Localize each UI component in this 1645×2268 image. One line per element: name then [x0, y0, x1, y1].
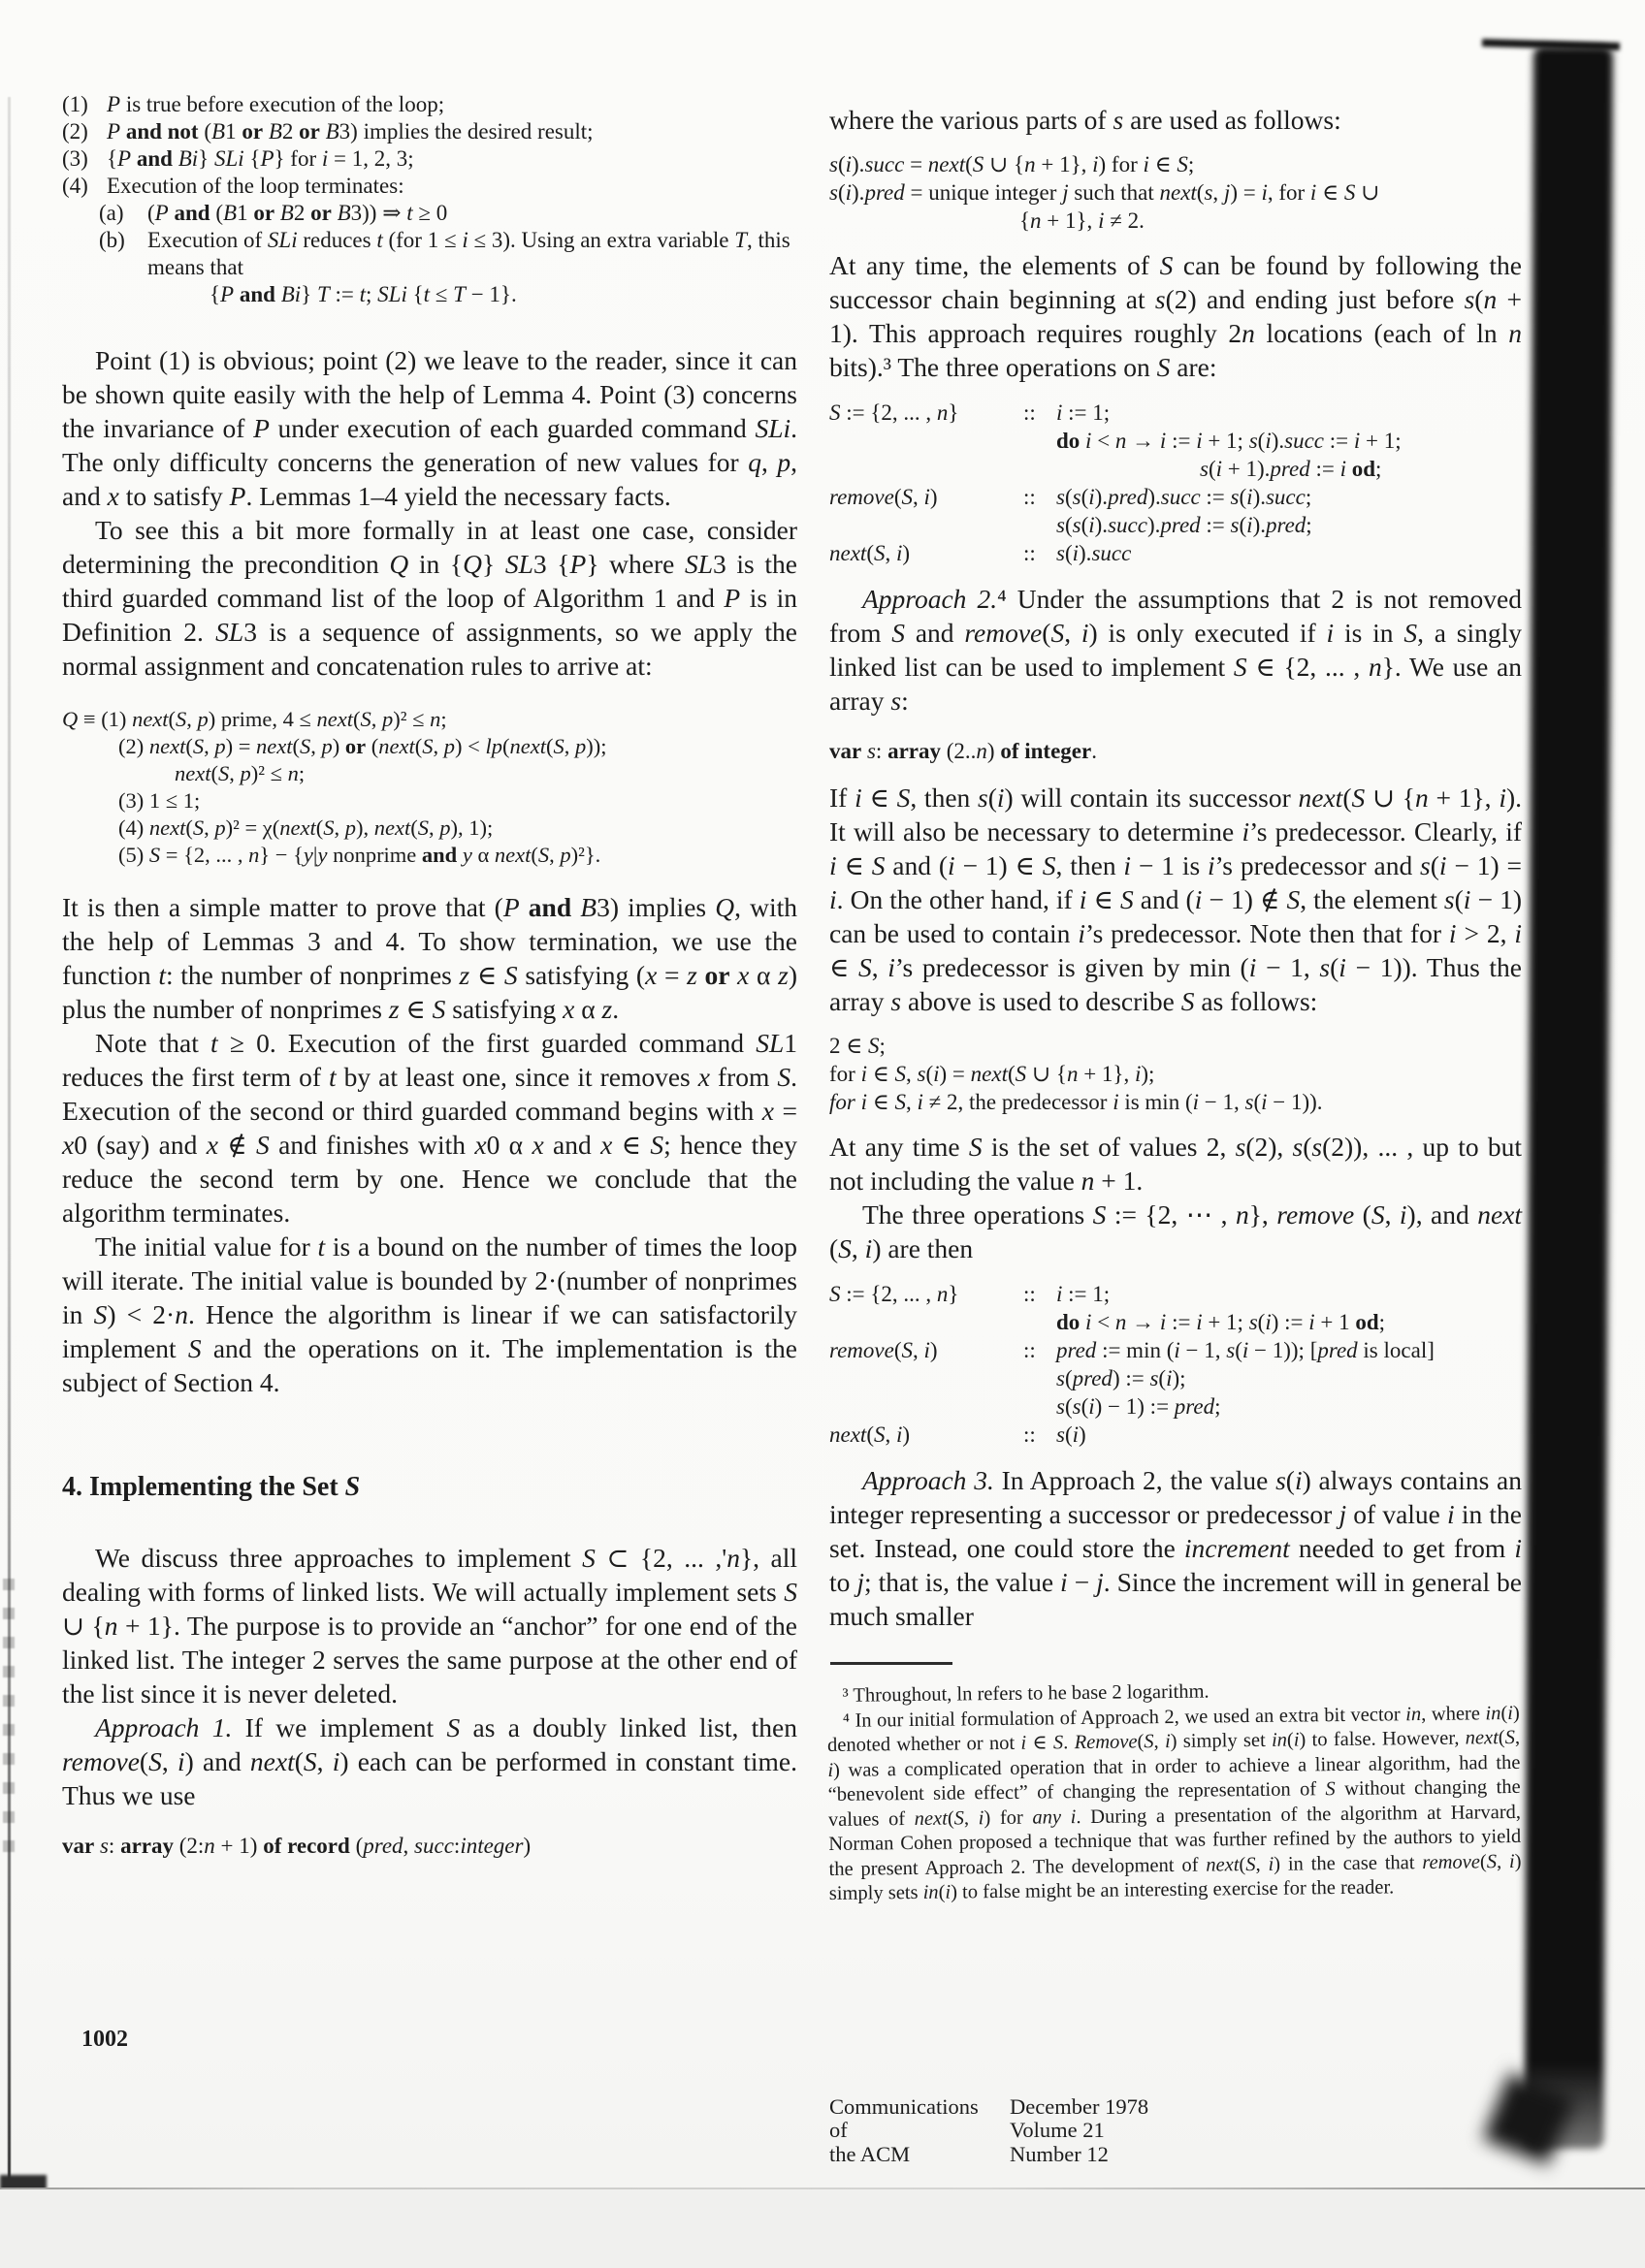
paragraph-note-t: Note that t ≥ 0. Execution of the first guarded command SL1 reduces the first term of t by at least one, since it removes x from S. Execution of the second or third guarded command begins with x = x0 (say) and x ∉ S and finishes with x0 α x and x ∈ S; hence they reduce the second term by one. Hence we conclude that the algorithm terminates. [62, 1028, 797, 1228]
q-equation-block [62, 706, 797, 869]
footnote-rule [830, 1662, 952, 1665]
op-row [829, 399, 1522, 427]
journal-footer [829, 2095, 1522, 2173]
description-line: 2 ∈ S; [829, 1034, 886, 1058]
paragraph-successor-chain: At any time, the elements of S can be found by following the successor chain beginning at s(2) and ending just before s(n + 1). This approach requires roughly 2n locations (each of ln n bits).³ The three operations on S are: [829, 250, 1523, 382]
page-number: 1002 [81, 2027, 128, 2052]
equation-line: (2) next(S, p) = next(S, p) or (next(S, p) < lp(next(S, p)); [118, 734, 607, 758]
condition-label: (a) [99, 201, 124, 225]
right-column [826, 103, 1523, 2172]
scan-bottom-margin [0, 2189, 1645, 2268]
op-separator: :: [1023, 400, 1036, 425]
paragraph-approach-1: Approach 1. If we implement S as a doubly linked list, then remove(S, i) and next(S, i) each can be performed in constant time. Thus we use [62, 1712, 797, 1810]
array-description-block [829, 1032, 1522, 1116]
equation-line: (4) next(S, p)² = χ(next(S, p), next(S, p), 1); [118, 815, 494, 840]
condition-text: P is true before execution of the loop; [107, 92, 445, 116]
var-declaration-record: var s: array (2:n + 1) of record (pred, succ:integer) [62, 1834, 532, 1858]
condition-item [62, 173, 797, 200]
op-row [829, 511, 1522, 539]
paragraph-initial-value: The initial value for t is a bound on the number of times the loop will iterate. The initial value is bounded by 2·(number of nonprimes in S) < 2·n. Hence the algorithm is linear if we can satisfactorily implement S and the operations on it. The implementation is the subject of Section 4. [62, 1231, 798, 1397]
scan-black-band-artifact [1525, 47, 1613, 2149]
op-code: i := 1; [1056, 1282, 1111, 1306]
op-row [829, 1308, 1522, 1336]
definition-line: s(i).pred = unique integer j such that next(s, j) = i, for i ∈ S ∪ [829, 180, 1380, 205]
op-row [829, 1364, 1522, 1392]
condition-label: (b) [99, 228, 125, 252]
op-code: pred := min (i − 1, s(i − 1)); [pred is local] [1056, 1338, 1435, 1362]
operations-table-singly-linked [829, 1280, 1522, 1449]
equation-line: (3) 1 ≤ 1; [118, 788, 201, 813]
succ-pred-definitions [829, 150, 1522, 235]
op-code: i := 1; [1056, 400, 1111, 425]
op-name: next(S, i) [829, 541, 911, 565]
op-row [829, 539, 1522, 567]
op-name: next(S, i) [829, 1422, 911, 1447]
condition-item [62, 145, 797, 173]
condition-text: Execution of SLi reduces t (for 1 ≤ i ≤ 3). Using an extra variable T, this means that [147, 228, 790, 279]
condition-item [62, 227, 797, 281]
definition-line: s(i).succ = next(S ∪ {n + 1}, i) for i ∈ S; [829, 152, 1195, 176]
scan-left-edge-marks [3, 1579, 15, 1869]
condition-item [62, 91, 797, 118]
op-code: s(i) [1056, 1422, 1086, 1447]
op-code: s(s(i).succ).pred := s(i).pred; [1056, 513, 1312, 537]
op-code: do i < n → i := i + 1; s(i) := i + 1 od; [1056, 1310, 1386, 1334]
condition-item [62, 118, 797, 145]
op-separator: :: [1023, 1282, 1036, 1306]
op-name: S := {2, ... , n} [829, 1282, 959, 1306]
equation-line: next(S, p)² ≤ n; [175, 761, 306, 785]
paragraph-approach-3: Approach 3. In Approach 2, the value s(i) always contains an integer representing a successor or predecessor j of value i in the set. Instead, one could store the increment needed to get from i to j; that is, the value i − j. Since the increment will in general be much smaller [829, 1465, 1523, 1631]
op-separator: :: [1023, 1422, 1036, 1447]
equation-line: (5) S = {2, ... , n} − {y|y nonprime and y α next(S, p)²}. [118, 843, 601, 867]
op-row [829, 1421, 1522, 1449]
op-row [829, 1392, 1522, 1421]
condition-text: {P and Bi} T := t; SLi {t ≤ T − 1}. [210, 282, 517, 306]
op-row [829, 427, 1522, 455]
op-code: s(s(i) − 1) := pred; [1056, 1394, 1221, 1419]
left-column [62, 91, 797, 1860]
description-line: for i ∈ S, s(i) = next(S ∪ {n + 1}, i); [829, 1062, 1155, 1086]
description-line: for i ∈ S, i ≠ 2, the predecessor i is min (i − 1, s(i − 1)). [829, 1090, 1323, 1114]
footnote-4: ⁴ In our initial formulation of Approach 2, we used an extra bit vector in, where in(i) denoted whether or not i ∈ S. Remove(S, i) simply set in(i) to false. However, next(S, i) was a complicated operation that in order to achieve a linear algorithm, had the “benevolent side effect” of changing the representation of S without changing the values of next(S, i) for any i. During a presentation of the algorithm at Harvard, Norman Cohen proposed a technique that was further refined by the authors to yield the present Approach 2. The development of next(S, i) in the case that remove(S, i) simply sets in(i) to false might be an interesting exercise for the reader. [826, 1702, 1522, 1905]
footnotes-block [826, 1677, 1522, 1907]
op-row [829, 483, 1522, 511]
var-declaration-integer: var s: array (2..n) of integer. [829, 739, 1097, 763]
op-row [829, 455, 1522, 483]
condition-label: (2) [62, 119, 88, 144]
op-separator: :: [1023, 485, 1036, 509]
paragraph-precondition: To see this a bit more formally in at least one case, consider determining the precondition Q in {Q} SL3 {P} where SL3 is the third guarded command list of the loop of Algorithm 1 and P is in Definition 2. SL3 is a sequence of assignments, so we apply the normal assignment and concatenation rules to arrive at: [62, 515, 797, 681]
operations-table-doubly-linked [829, 399, 1522, 567]
op-name: S := {2, ... , n} [829, 400, 959, 425]
paragraph-three-operations: The three operations S := {2, ⋯ , n}, remove (S, i), and next (S, i) are then [829, 1199, 1522, 1263]
op-name: remove(S, i) [829, 485, 938, 509]
op-code: s(s(i).pred).succ := s(i).succ; [1056, 485, 1312, 509]
op-row [829, 1280, 1522, 1308]
op-code: do i < n → i := i + 1; s(i).succ := i + 1; [1056, 429, 1402, 453]
condition-text: {P and Bi} SLi {P} for i = 1, 2, 3; [107, 146, 414, 171]
paragraph-set-of-values: At any time S is the set of values 2, s(2), s(s(2)), ... , up to but not including the value n + 1. [829, 1132, 1522, 1196]
condition-label: (4) [62, 174, 88, 198]
condition-item [62, 281, 797, 308]
op-code: s(pred) := s(i); [1056, 1366, 1186, 1390]
condition-text: (P and (B1 or B2 or B3)) ⇒ t ≥ 0 [147, 201, 448, 225]
op-separator: :: [1023, 1338, 1036, 1362]
journal-name: Communications of the ACM [829, 2093, 979, 2166]
paragraph-termination: It is then a simple matter to prove that (P and B3) implies Q, with the help of Lemmas 3 and 4. To show termination, we use the function t: the number of nonprimes z ∈ S satisfying (x = z or x α z) plus the number of nonprimes z ∈ S satisfying x α z. [62, 892, 798, 1024]
paragraph-approach-2: Approach 2.⁴ Under the assumptions that 2 is not removed from S and remove(S, i) is only executed if i is in S, a singly linked list can be used to implement S ∈ {2, ... , n}. We use an array s: [829, 584, 1523, 716]
paragraph-predecessor: If i ∈ S, then s(i) will contain its successor next(S ∪ {n + 1}, i). It will also be necessary to determine i’s predecessor. Clearly, if i ∈ S and (i − 1) ∈ S, then i − 1 is i’s predecessor and s(i − 1) = i. On the other hand, if i ∈ S and (i − 1) ∉ S, the element s(i − 1) can be used to contain i’s predecessor. Note then that for i > 2, i ∈ S, i’s predecessor is given by min (i − 1, s(i − 1)). Thus the array s above is used to describe S as follows: [829, 783, 1523, 1016]
op-code: s(i).succ [1056, 541, 1132, 565]
condition-text: Execution of the loop terminates: [107, 174, 404, 198]
issue-info: December 1978 Volume 21 Number 12 [1010, 2093, 1149, 2166]
condition-label: (3) [62, 146, 88, 171]
conditions-list [62, 91, 797, 308]
condition-text: P and not (B1 or B2 or B3) implies the desired result; [107, 119, 594, 144]
equation-line: Q ≡ (1) next(S, p) prime, 4 ≤ next(S, p)² ≤ n; [62, 707, 447, 731]
op-separator: :: [1023, 541, 1036, 565]
footnote-3: ³ Throughout, ln refers to he base 2 logarithm. [842, 1680, 1210, 1707]
paragraph-three-approaches: We discuss three approaches to implement S ⊂ {2, ... ,'n}, all dealing with forms of linked lists. We will actually implement sets S ∪ {n + 1}. The purpose is to provide an “anchor” for one end of the linked list. The integer 2 serves the same purpose at the other end of the list since it is never deleted. [62, 1543, 798, 1709]
condition-label: (1) [62, 92, 88, 116]
paragraph-parts-of-s: where the various parts of s are used as follows: [829, 105, 1341, 135]
condition-item [62, 200, 797, 227]
definition-line: {n + 1}, i ≠ 2. [1019, 208, 1145, 233]
op-name: remove(S, i) [829, 1338, 938, 1362]
op-code: s(i + 1).pred := i od; [1200, 457, 1382, 481]
op-row [829, 1336, 1522, 1364]
paragraph-point-1: Point (1) is obvious; point (2) we leave to the reader, since it can be shown quite easily with the help of Lemma 4. Point (3) concerns the invariance of P under execution of each guarded command SLi. The only difficulty concerns the generation of new values for q, p, and x to satisfy P. Lemmas 1–4 yield the necessary facts. [62, 345, 797, 511]
section-heading: 4. Implementing the Set S [62, 1472, 361, 1502]
